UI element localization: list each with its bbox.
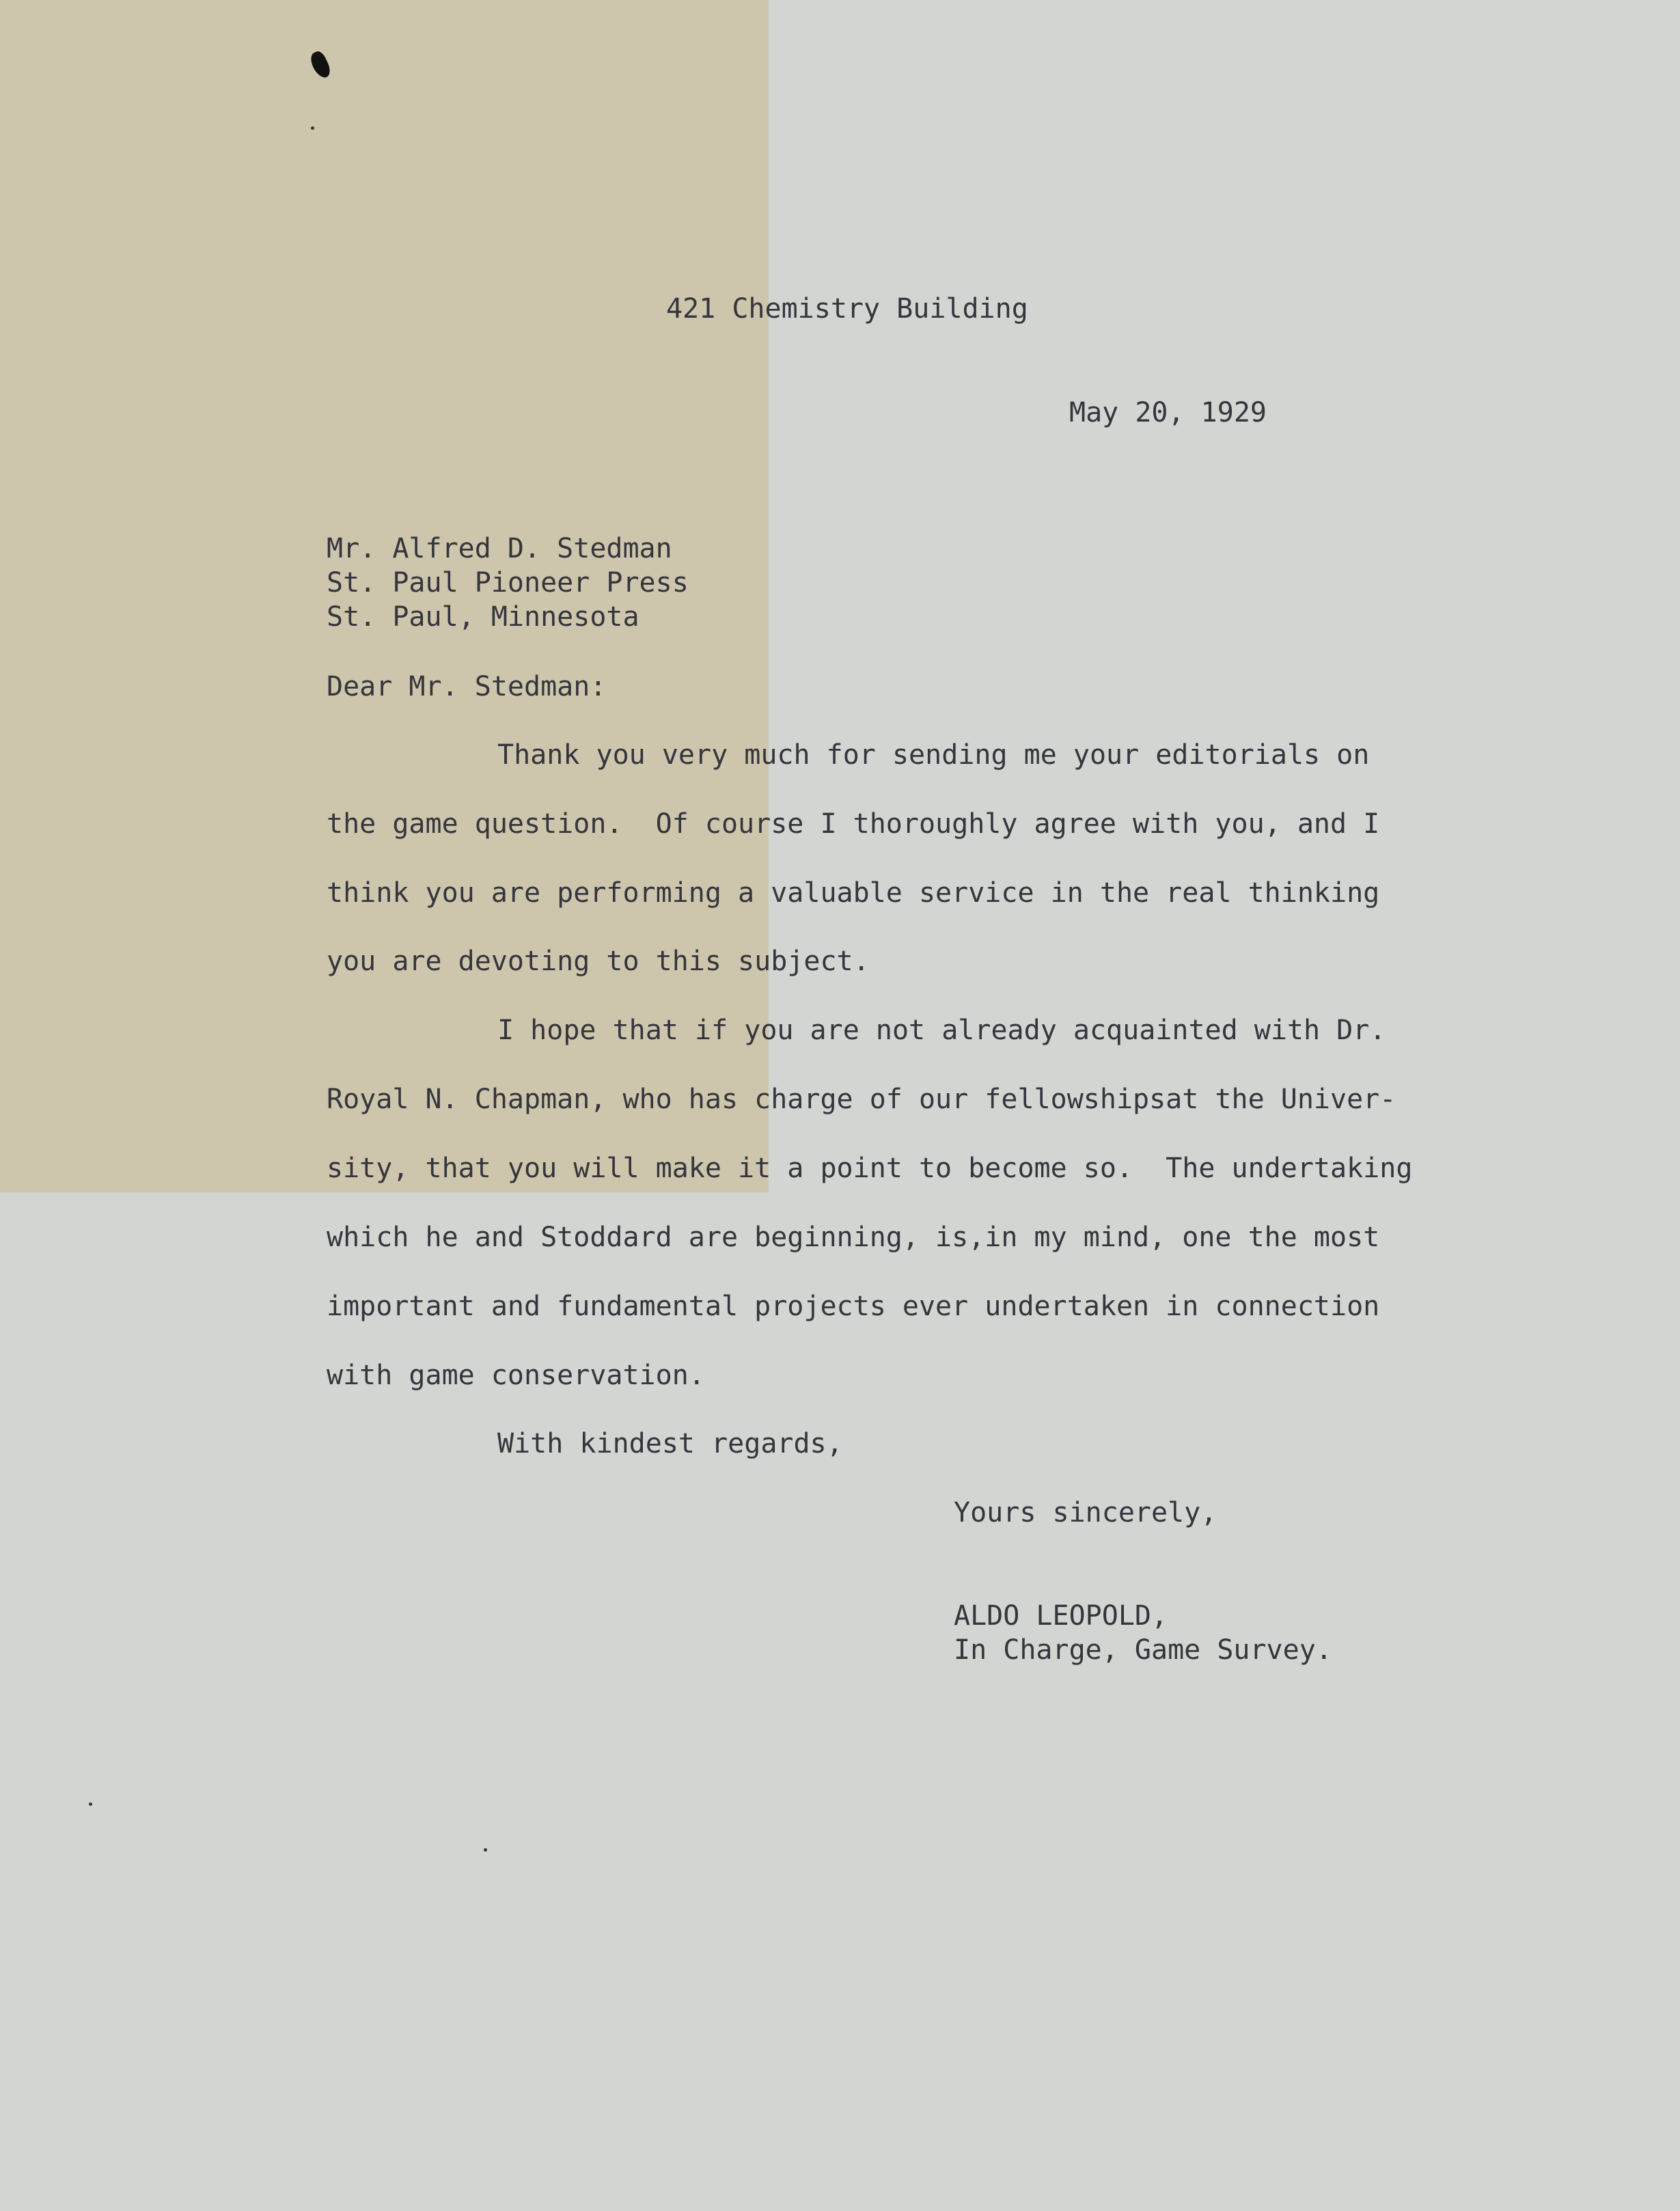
paragraph-1-line: Thank you very much for sending me your editorials on — [497, 739, 1370, 771]
paragraph-2-line: with game conservation. — [327, 1360, 705, 1391]
paragraph-2-line: I hope that if you are not already acquainted with Dr. — [497, 1015, 1386, 1046]
recipient-organization: St. Paul Pioneer Press — [327, 567, 689, 599]
signature-name: ALDO LEOPOLD, — [954, 1600, 1168, 1632]
recipient-name: Mr. Alfred D. Stedman — [327, 533, 672, 564]
complimentary-close: Yours sincerely, — [954, 1497, 1217, 1528]
letter-date: May 20, 1929 — [1069, 397, 1267, 428]
salutation: Dear Mr. Stedman: — [327, 671, 607, 702]
paragraph-1-line: think you are performing a valuable service in the real thinking — [327, 877, 1380, 909]
sender-address: 421 Chemistry Building — [666, 293, 1028, 325]
closing-regards: With kindest regards, — [497, 1428, 843, 1459]
paragraph-2-line: Royal N. Chapman, who has charge of our fellowshipsat the Univer- — [327, 1084, 1396, 1115]
paragraph-2-line: important and fundamental projects ever undertaken in connection — [327, 1291, 1380, 1322]
paragraph-2-line: sity, that you will make it a point to become so. The undertaking — [327, 1153, 1413, 1184]
paragraph-1-line: the game question. Of course I thoroughly agree with you, and I — [327, 808, 1380, 840]
signature-title: In Charge, Game Survey. — [954, 1634, 1332, 1666]
paragraph-1-line: you are devoting to this subject. — [327, 946, 870, 977]
recipient-city: St. Paul, Minnesota — [327, 601, 639, 633]
paragraph-2-line: which he and Stoddard are beginning, is,in my mind, one the most — [327, 1222, 1380, 1253]
